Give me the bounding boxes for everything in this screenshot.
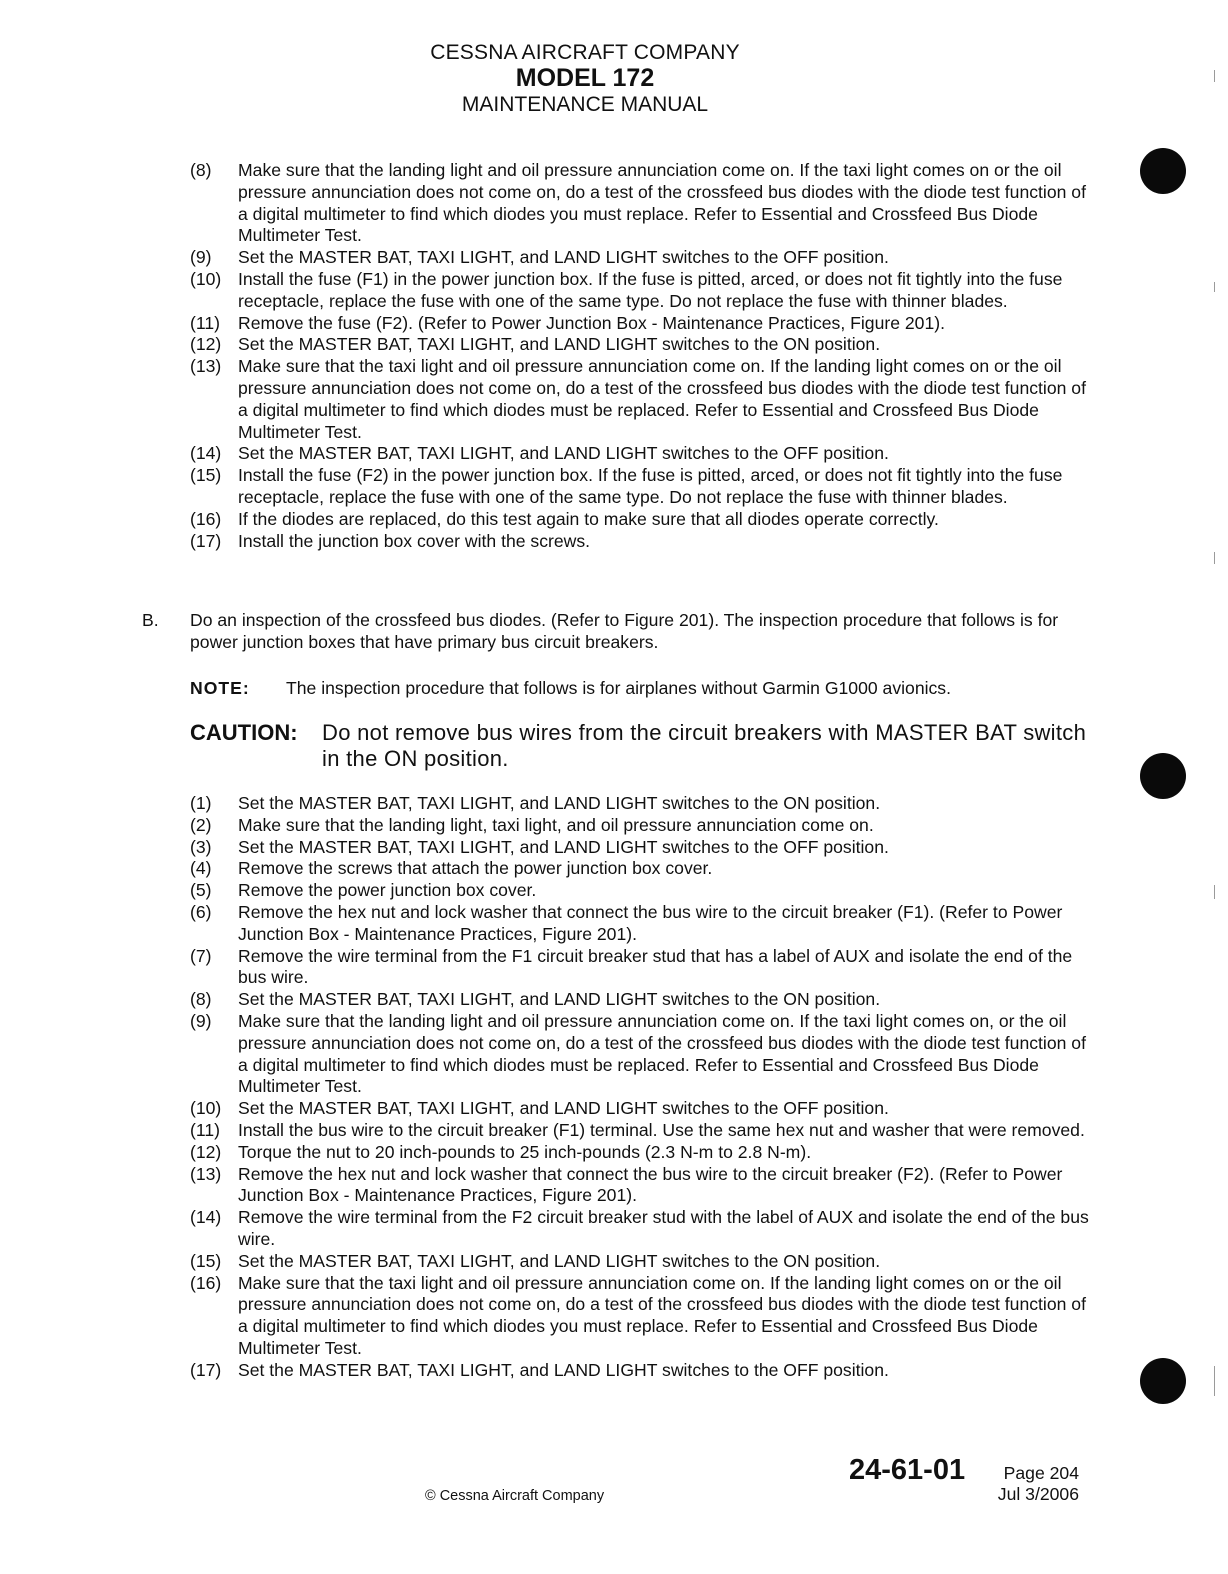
step-text: Make sure that the landing light and oil pressure annunciation come on. If the taxi light comes on or the oil pressure annunciation does not come on, do a test of the crossfeed bus diodes with the diode test function of a digital multimeter to find which diodes you must replace. Refer to Essential and Crossfeed Bus Diode Multimeter Test. bbox=[238, 160, 1086, 246]
step-text: Set the MASTER BAT, TAXI LIGHT, and LAND LIGHT switches to the OFF position. bbox=[238, 1359, 889, 1380]
step-text: Install the bus wire to the circuit breaker (F1) terminal. Use the same hex nut and washer that were removed. bbox=[238, 1119, 1085, 1140]
step-text: Set the MASTER BAT, TAXI LIGHT, and LAND LIGHT switches to the OFF position. bbox=[238, 247, 889, 268]
header-manual: MAINTENANCE MANUAL bbox=[461, 93, 709, 116]
step-text: Torque the nut to 20 inch-pounds to 25 inch-pounds (2.3 N-m to 2.8 N-m). bbox=[238, 1141, 812, 1162]
list-item bbox=[190, 1011, 1090, 1098]
step-text: Remove the power junction box cover. bbox=[238, 880, 537, 901]
step-text: Set the MASTER BAT, TAXI LIGHT, and LAND LIGHT switches to the ON position. bbox=[238, 334, 881, 355]
scan-mark bbox=[1214, 1366, 1215, 1396]
step-text: Set the MASTER BAT, TAXI LIGHT, and LAND LIGHT switches to the OFF position. bbox=[238, 836, 889, 857]
footer-copyright: © Cessna Aircraft Company bbox=[425, 1488, 605, 1504]
list-item bbox=[190, 1164, 1090, 1208]
list-item bbox=[190, 465, 1090, 509]
footer-date: Jul 3/2006 bbox=[997, 1484, 1079, 1504]
section-text: Do an inspection of the crossfeed bus diodes. (Refer to Figure 201). The inspection procedure that follows is for power junction boxes that have primary bus circuit breakers. bbox=[190, 610, 1059, 652]
list-item bbox=[190, 858, 1090, 880]
step-number: (12) bbox=[190, 334, 222, 355]
list-item bbox=[190, 269, 1090, 313]
section-letter: B. bbox=[142, 610, 159, 630]
list-item bbox=[190, 443, 1090, 465]
step-number: (14) bbox=[190, 1207, 222, 1228]
footer-page-number: Page 204 bbox=[1003, 1463, 1079, 1483]
list-item bbox=[190, 509, 1090, 531]
header-company: CESSNA AIRCRAFT COMPANY bbox=[430, 41, 740, 64]
step-number: (11) bbox=[190, 1119, 220, 1140]
step-number: (16) bbox=[190, 508, 222, 529]
step-text: Remove the wire terminal from the F2 circuit breaker stud with the label of AUX and isolate the end of the bus wire. bbox=[238, 1207, 1089, 1249]
list-item bbox=[190, 946, 1090, 990]
scan-mark bbox=[1214, 70, 1215, 82]
list-item bbox=[190, 334, 1090, 356]
step-number: (9) bbox=[190, 1010, 212, 1031]
list-item bbox=[190, 1273, 1090, 1360]
step-number: (2) bbox=[190, 814, 212, 835]
scan-mark bbox=[1214, 282, 1215, 292]
binder-hole-top bbox=[1140, 148, 1186, 194]
step-text: Make sure that the landing light and oil pressure annunciation come on. If the taxi light comes on, or the oil pressure annunciation does not come on, do a test of the crossfeed bus diodes with the diode test function of a digital multimeter to find which diodes must be replaced. Refer to Essential and Crossfeed Bus Diode Multimeter Test. bbox=[238, 1010, 1086, 1097]
step-number: (13) bbox=[190, 356, 222, 377]
caution-label: CAUTION: bbox=[190, 720, 298, 745]
step-number: (7) bbox=[190, 945, 212, 966]
step-number: (6) bbox=[190, 901, 212, 922]
step-number: (5) bbox=[190, 880, 212, 901]
page-header bbox=[0, 40, 1170, 117]
list-item bbox=[190, 793, 1090, 815]
step-number: (9) bbox=[190, 247, 212, 268]
header-model: MODEL 172 bbox=[515, 64, 655, 92]
step-number: (14) bbox=[190, 443, 222, 464]
step-number: (13) bbox=[190, 1163, 222, 1184]
footer-doc-code: 24-61-01 bbox=[849, 1454, 966, 1486]
note bbox=[190, 677, 951, 699]
list-item bbox=[190, 837, 1090, 859]
step-text: Remove the hex nut and lock washer that connect the bus wire to the circuit breaker (F1). (Refer to Power Junction Box - Maintenance Practices, Figure 201). bbox=[238, 901, 1063, 944]
scan-mark bbox=[1214, 885, 1215, 899]
list-item bbox=[190, 989, 1090, 1011]
step-number: (11) bbox=[190, 312, 220, 333]
step-number: (10) bbox=[190, 1098, 222, 1119]
step-text: Set the MASTER BAT, TAXI LIGHT, and LAND LIGHT switches to the ON position. bbox=[238, 1250, 881, 1271]
caution-text: Do not remove bus wires from the circuit breakers with MASTER BAT switch in the ON position. bbox=[322, 720, 1087, 771]
step-number: (17) bbox=[190, 1359, 222, 1380]
note-label: NOTE: bbox=[190, 678, 250, 698]
step-number: (8) bbox=[190, 160, 212, 180]
steps-list-b bbox=[190, 793, 1090, 1382]
footer-page-info bbox=[993, 1463, 1079, 1505]
step-number: (12) bbox=[190, 1141, 222, 1162]
list-item bbox=[190, 356, 1090, 443]
list-item bbox=[190, 1120, 1090, 1142]
scan-mark bbox=[1214, 552, 1215, 564]
step-text: Install the fuse (F2) in the power junction box. If the fuse is pitted, arced, or does not fit tightly into the fuse receptacle, replace the fuse with one of the same type. Do not replace the fuse with thinner blades. bbox=[238, 465, 1063, 507]
step-number: (15) bbox=[190, 465, 222, 486]
step-text: If the diodes are replaced, do this test again to make sure that all diodes operate correctly. bbox=[238, 508, 939, 529]
list-item bbox=[190, 815, 1090, 837]
caution bbox=[190, 720, 1090, 772]
step-text: Remove the fuse (F2). (Refer to Power Junction Box - Maintenance Practices, Figure 201). bbox=[238, 312, 945, 333]
step-text: Remove the screws that attach the power junction box cover. bbox=[238, 858, 713, 879]
step-number: (4) bbox=[190, 858, 212, 879]
list-item bbox=[190, 1098, 1090, 1120]
step-text: Remove the wire terminal from the F1 circuit breaker stud that has a label of AUX and isolate the end of the bus wire. bbox=[238, 945, 1073, 988]
step-number: (16) bbox=[190, 1272, 222, 1293]
note-text: The inspection procedure that follows is for airplanes without Garmin G1000 avionics. bbox=[286, 678, 951, 698]
list-item bbox=[190, 1251, 1090, 1273]
step-text: Set the MASTER BAT, TAXI LIGHT, and LAND LIGHT switches to the ON position. bbox=[238, 793, 881, 813]
step-text: Install the fuse (F1) in the power junction box. If the fuse is pitted, arced, or does not fit tightly into the fuse receptacle, replace the fuse with one of the same type. Do not replace the fuse with thinner blades. bbox=[238, 268, 1063, 311]
step-text: Set the MASTER BAT, TAXI LIGHT, and LAND LIGHT switches to the ON position. bbox=[238, 989, 881, 1010]
step-text: Make sure that the taxi light and oil pressure annunciation come on. If the landing light comes on or the oil pressure annunciation does not come on, do a test of the crossfeed bus diodes with the diode test function of a digital multimeter to find which diodes you must replace. Refer to Essential and Crossfeed Bus Diode Multimeter Test. bbox=[238, 1272, 1086, 1358]
step-text: Install the junction box cover with the screws. bbox=[238, 530, 591, 551]
step-text: Set the MASTER BAT, TAXI LIGHT, and LAND LIGHT switches to the OFF position. bbox=[238, 443, 889, 464]
step-text: Make sure that the landing light, taxi light, and oil pressure annunciation come on. bbox=[238, 814, 874, 835]
list-item bbox=[190, 1142, 1090, 1164]
steps-list-a bbox=[190, 160, 1090, 552]
binder-hole-bottom bbox=[1140, 1358, 1186, 1404]
list-item bbox=[190, 902, 1090, 946]
list-item bbox=[190, 880, 1090, 902]
step-number: (1) bbox=[190, 793, 212, 813]
step-number: (3) bbox=[190, 836, 212, 857]
step-number: (17) bbox=[190, 530, 222, 551]
list-item bbox=[190, 1207, 1090, 1251]
step-number: (8) bbox=[190, 989, 212, 1010]
list-item bbox=[190, 247, 1090, 269]
list-item bbox=[190, 313, 1090, 335]
section-b bbox=[142, 610, 1092, 654]
step-text: Remove the hex nut and lock washer that connect the bus wire to the circuit breaker (F2). (Refer to Power Junction Box - Maintenance Practices, Figure 201). bbox=[238, 1163, 1063, 1206]
step-number: (15) bbox=[190, 1250, 222, 1271]
list-item bbox=[190, 160, 1090, 247]
binder-hole-middle bbox=[1140, 753, 1186, 799]
step-text: Set the MASTER BAT, TAXI LIGHT, and LAND LIGHT switches to the OFF position. bbox=[238, 1098, 889, 1119]
step-number: (10) bbox=[190, 268, 222, 289]
list-item bbox=[190, 1360, 1090, 1382]
step-text: Make sure that the taxi light and oil pressure annunciation come on. If the landing light comes on or the oil pressure annunciation does not come on, do a test of the crossfeed bus diodes with the diode test function of a digital multimeter to find which diodes must be replaced. Refer to Essential and Crossfeed Bus Diode Multimeter Test. bbox=[238, 356, 1086, 442]
list-item bbox=[190, 531, 1090, 553]
